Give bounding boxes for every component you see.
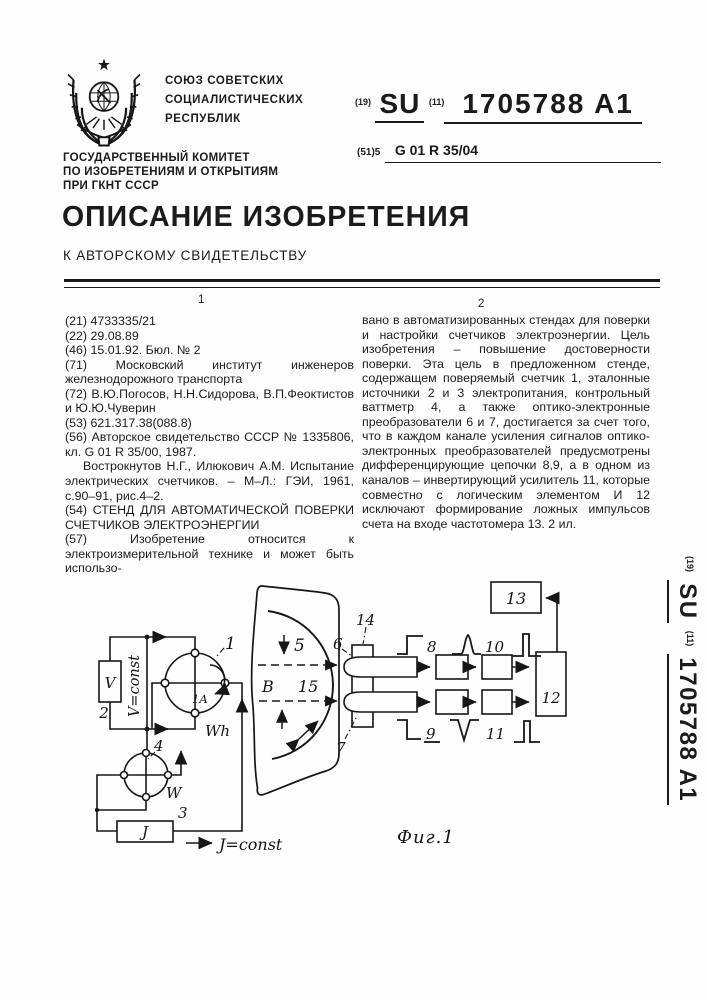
- country-code: SU: [375, 88, 424, 123]
- biblio-field: (53) 621.317.38(088.8): [65, 415, 192, 430]
- ussr-emblem-drawing: [62, 56, 146, 152]
- block-9: [436, 690, 468, 714]
- label-b: В: [262, 677, 274, 696]
- committee-line: ПО ИЗОБРЕТЕНИЯМ И ОТКРЫТИЯМ: [63, 165, 279, 178]
- sun-rays-icon: [86, 117, 121, 130]
- label-3: 3: [178, 804, 188, 822]
- number-label: (11): [428, 97, 445, 107]
- waveform-icons: [397, 634, 541, 742]
- pulse-waveform-icon: [514, 721, 540, 742]
- ipc-code: G 01 R 35/04: [385, 142, 661, 163]
- abstract-text: вано в автоматизированных стендах для поверки и настройки счетчиков электроэнергии. Цель изобретения – повышение достоверности поверки. Эта цель в предложенном стенде, содержащем поверяемый счетчик 1, эталонные источники 2 и 3 электропитания, контрольный ваттметр 4, а также оптико-электронные преобразователи 6 и 7, достигается за счет того, что в каждом канале усиления сигналов оптико-электронных преобразователей предусмотрены дифференцирующие цепочки 8,9, а в одном из каналов – инвертирующий усилитель 11, которые совместно с логическим элементом И 12 исключают формирование ложных импульсов счета на входе частотомера 13. 2 ил.: [362, 313, 650, 531]
- biblio-field: (21) 4733335/21: [65, 314, 156, 328]
- label-1a: 1A: [192, 692, 208, 706]
- left-column: [65, 314, 354, 576]
- publication-number-line: [355, 88, 642, 124]
- label-7: 7: [336, 739, 346, 757]
- page-title: ОПИСАНИЕ ИЗОБРЕТЕНИЯ: [62, 201, 471, 233]
- kind-code-label: (19): [685, 556, 695, 573]
- spike-waveform-icon: [452, 635, 481, 654]
- label-v-const: V=const: [127, 654, 143, 718]
- kind-code-label: (19): [355, 97, 372, 107]
- union-line: СОЮЗ СОВЕТСКИХ: [165, 75, 284, 87]
- union-name: [165, 72, 303, 129]
- biblio-field: (72) В.Ю.Погосов, Н.Н.Сидорова, В.П.Феоктистов и Ю.Ю.Чуверин: [65, 386, 354, 416]
- biblio-field: (22) 29.08.89: [65, 328, 139, 343]
- invention-title: (54) СТЕНД ДЛЯ АВТОМАТИЧЕСКОЙ ПОВЕРКИ СЧЕТЧИКОВ ЭЛЕКТРОЭНЕРГИИ: [65, 503, 354, 532]
- union-line: СОЦИАЛИСТИЧЕСКИХ: [165, 94, 304, 106]
- biblio-field: (71) Московский институт инженеров железнодорожного транспорта: [65, 357, 354, 387]
- biblio-field: (46) 15.01.92. Бюл. № 2: [65, 343, 201, 358]
- ipc-line: [357, 142, 661, 163]
- ussr-emblem: [62, 56, 146, 152]
- number-label: (11): [685, 630, 695, 647]
- publication-number: 1705788 A1: [667, 654, 701, 805]
- union-line: РЕСПУБЛИК: [165, 113, 241, 125]
- biblio-field: (56) Авторское свидетельство СССР № 1335806, кл. G 01 R 35/00, 1987.: [65, 430, 354, 459]
- star-icon: [98, 59, 110, 70]
- optical-sensors: [344, 645, 417, 727]
- label-voltmeter: V: [104, 674, 116, 692]
- label-1: 1: [225, 634, 236, 654]
- label-10: 10: [485, 638, 505, 656]
- right-column: [362, 313, 650, 531]
- label-11: 11: [486, 725, 506, 743]
- label-15: 15: [298, 677, 319, 696]
- column-mark-2: 2: [478, 298, 485, 310]
- sensor-bottom: [344, 692, 417, 712]
- side-margin-number: [673, 556, 701, 805]
- column-mark-1: 1: [198, 294, 205, 306]
- country-code: SU: [667, 580, 701, 622]
- label-6: 6: [333, 635, 343, 653]
- label-13: 13: [505, 589, 527, 608]
- step-up-waveform-icon: [397, 636, 423, 654]
- label-9: 9: [426, 725, 436, 743]
- page-subtitle: К АВТОРСКОМУ СВИДЕТЕЛЬСТВУ: [63, 248, 308, 263]
- committee-name: [63, 152, 278, 193]
- label-j: J: [141, 823, 149, 841]
- sensor-top: [344, 657, 417, 677]
- label-wh: Wh: [205, 722, 231, 740]
- ipc-label: (51)5: [357, 147, 381, 158]
- double-rule: [64, 279, 660, 288]
- label-5: 5: [294, 636, 305, 656]
- label-w: W: [166, 784, 182, 802]
- label-4: 4: [154, 737, 164, 755]
- abstract-start: (57) Изобретение относится к электроизмерительной технике и может быть использо-: [65, 532, 354, 576]
- figure-1-diagram: [50, 572, 630, 872]
- block-11: [482, 690, 512, 714]
- committee-line: ГОСУДАРСТВЕННЫЙ КОМИТЕТ: [63, 152, 250, 164]
- step-down-waveform-icon: [397, 720, 421, 739]
- dip-waveform-icon: [450, 720, 479, 740]
- label-14: 14: [356, 611, 376, 629]
- block-10: [482, 655, 512, 679]
- label-2: 2: [99, 704, 109, 722]
- block-8: [436, 655, 468, 679]
- label-12: 12: [541, 689, 561, 707]
- publication-number: 1705788 A1: [444, 88, 642, 124]
- figure-caption: Фиг.1: [397, 827, 455, 848]
- committee-line: ПРИ ГКНТ СССР: [63, 179, 159, 192]
- label-8: 8: [427, 638, 437, 656]
- label-j-const: J=const: [219, 835, 283, 854]
- biblio-reference: Вострокнутов Н.Г., Илюкович А.М. Испытание электрических счетчиков. – М–Л.: ГЭИ, 1961, с.90–91, рис.4–2.: [65, 459, 354, 503]
